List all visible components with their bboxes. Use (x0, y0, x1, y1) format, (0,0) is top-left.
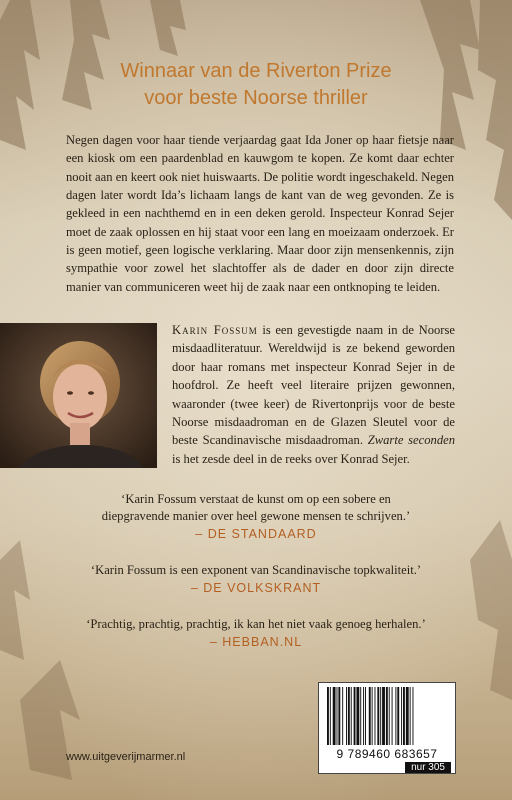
barcode-bar (338, 687, 340, 745)
headline-line-2: voor beste Noorse thriller (144, 87, 368, 109)
barcode-bar (369, 687, 371, 745)
barcode-bar (380, 687, 381, 745)
barcode-bar (342, 687, 343, 745)
barcode-bar (337, 687, 338, 745)
author-bio (172, 321, 455, 468)
barcode-digits: 9 789460 683657 (336, 747, 438, 761)
publisher-website[interactable]: www.uitgeverijmarmer.nl (66, 751, 186, 763)
barcode-bar (386, 687, 388, 745)
bio-book-title: Zwarte seconden (367, 433, 456, 448)
quote-3-source: – HEBBAN.NL (209, 635, 303, 649)
bio-text-2: is het zesde deel in de reeks over Konrad Sejer. (172, 451, 410, 466)
nur-code: nur 305 (405, 762, 451, 773)
barcode-bar (389, 687, 390, 745)
barcode-bar (333, 687, 336, 745)
barcode-bar (327, 687, 329, 745)
barcode-bar (346, 687, 347, 745)
author-name: Karin Fossum (172, 323, 258, 337)
barcode-bar (356, 687, 359, 745)
barcode-bar (377, 687, 379, 745)
quote-1-line-2: diepgravende manier over heel gewone mensen te schrijven.’ (101, 509, 411, 523)
quote-1-line-1: ‘Karin Fossum verstaat de kunst om op een sobere en (121, 492, 391, 506)
barcode-bar (348, 687, 350, 745)
barcode-bar (403, 687, 405, 745)
bio-text-1: is een gevestigde naam in de Noorse misdaadliteratuur. Wereldwijd is ze bekend geworden door haar romans met inspecteur Konrad Sejer in de hoofdrol. Ze heeft veel literaire prijzen gewonnen, waaronder (twee keer) de Rivertonprijs voor de beste Noorse misdaadroman en de Glazen Sleutel voor de beste Scandinavische misdaadroman. (172, 323, 455, 448)
barcode-bar (413, 687, 414, 745)
barcode-bar (392, 687, 393, 745)
barcode-bar (395, 687, 396, 745)
quote-1-source: – DE STANDAARD (195, 527, 317, 541)
isbn-barcode (318, 682, 456, 774)
barcode-bar (354, 687, 356, 745)
barcode-bar (351, 687, 352, 745)
barcode-bar (410, 687, 411, 745)
headline-line-1: Winnaar van de Riverton Prize (120, 60, 392, 82)
barcode-bar (372, 687, 373, 745)
barcode-bar (330, 687, 331, 745)
award-headline (0, 58, 512, 112)
barcode-bar (360, 687, 361, 745)
barcode-bar (375, 687, 376, 745)
quote-3-line-1: ‘Prachtig, prachtig, prachtig, ik kan het niet vaak genoeg herhalen.’ (86, 617, 426, 631)
barcode-bar (401, 687, 402, 745)
quote-2-line-1: ‘Karin Fossum is een exponent van Scandinavische topkwaliteit.’ (90, 563, 422, 577)
review-quote-1 (0, 491, 512, 543)
quote-2-source: – DE VOLKSKRANT (190, 581, 322, 595)
barcode-bar (365, 687, 366, 745)
barcode-bar (397, 687, 399, 745)
review-quote-2 (0, 562, 512, 597)
barcode-bar (363, 687, 364, 745)
barcode-bar (406, 687, 409, 745)
review-quote-3 (0, 616, 512, 651)
barcode-bars (319, 683, 455, 747)
barcode-bar (382, 687, 385, 745)
synopsis-text: Negen dagen voor haar tiende verjaardag gaat Ida Joner op haar fietsje naar een kiosk om een paardenblad en kauwgom te kopen. Ze komt daar echter nooit aan en keert ook niet huiswaarts. De politie wordt ingeschakeld. Negen dagen later wordt Ida’s lichaam langs de kant van de weg gevonden. Ze is gekleed in een nachthemd en in een deken gerold. Inspecteur Konrad Sejer moet de zaak oplossen en hij staat voor een lang en moeizaam onderzoek. Er is geen motief, geen logische verklaring. Maar door zijn mensenkennis, zijn sympathie voor zowel het slachtoffer als de dader en door zijn directe manier van communiceren weet hij de zaak naar een ontknoping te leiden. (66, 133, 454, 294)
author-photo (0, 323, 157, 468)
